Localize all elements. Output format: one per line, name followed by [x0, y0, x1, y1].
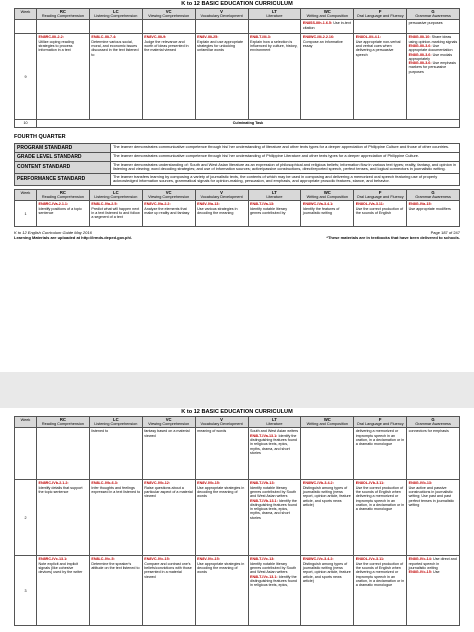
- page-footer: [14, 230, 460, 242]
- col-f: F Oral Language and Fluency: [354, 190, 407, 201]
- table-cell: EN8RC-IVc-13.1: Note explicit and implicit signals (like cohesive devices) used by the writer: [37, 556, 90, 626]
- col-week: Week: [15, 417, 37, 428]
- standard-text: The learner transfers learning by composing a variety of journalistic texts, the contents of which may be used in composing and delivering a memorized oral speech featuring use of properly acknowledged information sources, grammatical signals for opinion-making, persuasion, and emphasis, and appropriate prosodic features, stance, and behavior.: [111, 173, 460, 185]
- program-standard-row: [15, 143, 460, 152]
- table-cell: EN8RC-IVb-2.1.2: Identify details that support the topic sentence: [37, 480, 90, 556]
- table-cell: delivering a memorized or impromptu speech in an oration, in a declamation or in a dramatic monologue: [354, 428, 407, 480]
- column-header-row: [15, 9, 460, 20]
- col-lc: LC Listening Comprehension: [89, 417, 142, 428]
- col-g: G Grammar Awareness: [407, 9, 460, 20]
- col-lc: LC Listening Comprehension: [89, 190, 142, 201]
- table-cell: [37, 428, 90, 480]
- curriculum-table-q4: [14, 189, 460, 227]
- col-vc: VC Viewing Comprehension: [142, 9, 195, 20]
- table-cell: EN8G-IIIi-10: Share ideas using opinion-marking signals EN8G-IIIi-3.6: Use appropriate documentation EN8G-IIIi-3.6: Use modals appropriately EN8G-IIIi-3.6: Use emphasis markers for persuasive purposes: [407, 34, 460, 120]
- col-week: Week: [15, 9, 37, 20]
- col-f: F Oral Language and Fluency: [354, 9, 407, 20]
- col-wc: WC Writing and Composition: [301, 190, 354, 201]
- table-cell: EN8LT-IVa-13: Identify notable literary genres contributed by: [248, 201, 301, 227]
- table-cell: EN8V-IVc-15: Use appropriate strategies in decoding the meaning of words: [195, 556, 248, 626]
- standard-text: The learner demonstrates communicative competence through his/ her understanding of literature and other texts types for a deeper appreciation of Philippine Culture and those of other countries.: [111, 143, 460, 152]
- table-cell: EN8WC-IVc-3.4.2: Distinguish among types of journalistic writing (news report, opinion article, feature article, and sports news article): [301, 556, 354, 626]
- table-cell: EN8OL-IVa-3.11: Use the correct production of the sounds of English: [354, 201, 407, 227]
- standards-table: [14, 143, 460, 186]
- table-cell: EN8LC-IIIi-7.4: Determine various social, moral, and economic issues discussed in the text listened to: [89, 34, 142, 120]
- table-cell: fantasy based on a material viewed: [142, 428, 195, 480]
- quarter-heading: FOURTH QUARTER: [14, 133, 66, 140]
- table-cell: EN8OL-IVb-3.11: Use the correct production of the sounds of English when delivering a memorized or impromptu speech in an oration, in a declamation or in a dramatic monologue: [354, 480, 407, 556]
- page-number: Page 187 of 247: [430, 230, 460, 236]
- table-cell: EN8LT-IIIi-3: Explain how a selection is influenced by culture, history, environment: [248, 34, 301, 120]
- table-cell: [301, 428, 354, 480]
- col-f: F Oral Language and Fluency: [354, 417, 407, 428]
- col-wc: WC Writing and Composition: [301, 9, 354, 20]
- week-number: 2: [15, 480, 37, 556]
- table-cell: EN8G-IVb-13: Use active and passive constructions in journalistic writing; Use past and past perfect tenses in journalistic writing: [407, 480, 460, 556]
- standard-text: The learner demonstrates understanding of: South and West Asian literature as an expression of philosophical and religious beliefs; information flow in various text types; reality, fantasy, and opinion in listening and viewing; word decoding strategies; and use of information sources; active/passive constructions, direct/reported speech, perfect tenses, and logical connectors in journalistic writing.: [111, 161, 460, 173]
- page-title: K to 12 BASIC EDUCATION CURRICULUM: [181, 409, 293, 415]
- table-cell: EN8LT-IVc-13: Identify notable literary genres contributed by South and West Asian writers EN8LT-IVc-13.1: Identify the distinguishing features found in religious texts, epics,: [248, 556, 301, 626]
- page-title: K to 12 BASIC EDUCATION CURRICULUM: [181, 1, 293, 7]
- table-cell: EN8WC-IVa-3.4.1: Identify the features of journalistic writing: [301, 201, 354, 227]
- col-rc: RC Reading Comprehension: [37, 190, 90, 201]
- col-g: G Grammar Awareness: [407, 190, 460, 201]
- week-number: 1: [15, 201, 37, 227]
- col-vc: VC Viewing Comprehension: [142, 417, 195, 428]
- table-cell: EN8G-IVa-15: Use appropriate modifiers: [407, 201, 460, 227]
- table-cell: EN8WC-IVb-3.4.2: Distinguish among types of journalistic writing (news report, opinion article, feature article, and sports news article): [301, 480, 354, 556]
- table-row: [15, 20, 460, 34]
- table-cell: South and West Asian writers EN8LT-IVa-13.1: Identify the distinguishing features found in religious texts, epics, myths, drama, and short stories: [248, 428, 301, 480]
- col-wc: WC Writing and Composition: [301, 417, 354, 428]
- col-v: V Vocabulary Development: [195, 190, 248, 201]
- col-rc: RC Reading Comprehension: [37, 417, 90, 428]
- standard-label: PERFORMANCE STANDARD: [15, 173, 111, 185]
- standard-label: PROGRAM STANDARD: [15, 143, 111, 152]
- curriculum-page-188: [14, 408, 460, 632]
- week-number: 9: [15, 34, 37, 120]
- table-cell: EN8V-IVb-15: Use appropriate strategies in decoding the meaning of words: [195, 480, 248, 556]
- table-cell: EN8V-IVa-13: Use various strategies in decoding the meaning: [195, 201, 248, 227]
- table-cell: EN8SS-IIIh-1.6.5: Use in-text citation: [301, 20, 354, 34]
- col-lt: LT Literature: [248, 9, 301, 20]
- table-cell: EN8LC-IVa-2.5: Predict what will happen next in a text listened to and follow a segment of a text: [89, 201, 142, 227]
- performance-standard-row: [15, 173, 460, 185]
- table-cell: EN8OL-IVc-3.11: Use the correct production of the sounds of English when delivering a memorized or impromptu speech in an oration, in a declamation or in a dramatic monologue: [354, 556, 407, 626]
- table-cell: EN8LC-IVc-5: Determine the speaker's attitude on the text listened to: [89, 556, 142, 626]
- col-v: V Vocabulary Development: [195, 9, 248, 20]
- table-cell: listened to: [89, 428, 142, 480]
- standard-label: GRADE LEVEL STANDARD: [15, 152, 111, 161]
- table-row-week-2: [15, 480, 460, 556]
- content-standard-row: [15, 161, 460, 173]
- table-cell: EN8RC-IVa-2.1.1: Identify positions of a topic sentence: [37, 201, 90, 227]
- col-g: G Grammar Awareness: [407, 417, 460, 428]
- col-lt: LT Literature: [248, 417, 301, 428]
- table-cell: EN8OL-IIIi-4.1: Use appropriate non-verbal and verbal cues when delivering a persuasive speech: [354, 34, 407, 120]
- table-row-week-1: [15, 201, 460, 227]
- table-cell: EN8LT-IVb-13: Identify notable literary genres contributed by South and West Asian writers EN8LT-IVb-13.1: Identify the distinguishing features found in religious texts, epics, myths, drama, and short stories: [248, 480, 301, 556]
- footer-materials-link[interactable]: Learning Materials are uploaded at http://lrmds.deped.gov.ph/.: [14, 235, 133, 241]
- column-header-row: [15, 417, 460, 428]
- column-header-row: [15, 190, 460, 201]
- table-cell: EN8VC-IIIi-9: Judge the relevance and worth of ideas presented in the material viewed: [142, 34, 195, 120]
- table-cell: EN8V-IIIi-25: Explain and use appropriate strategies for unlocking unfamiliar words: [195, 34, 248, 120]
- week-number: 3: [15, 556, 37, 626]
- table-row-week-3: [15, 556, 460, 626]
- table-cell: persuasive purposes: [407, 20, 460, 34]
- col-lt: LT Literature: [248, 190, 301, 201]
- curriculum-table-q4-continued: [14, 416, 460, 626]
- standard-label: CONTENT STANDARD: [15, 161, 111, 173]
- col-v: V Vocabulary Development: [195, 417, 248, 428]
- col-lc: LC Listening Comprehension: [89, 9, 142, 20]
- table-cell: connectors for emphasis: [407, 428, 460, 480]
- culminating-task: Culminating Task: [37, 120, 460, 127]
- col-vc: VC Viewing Comprehension: [142, 190, 195, 201]
- grade-level-standard-row: [15, 152, 460, 161]
- table-cell: EN8RC-IIIi-2.2: Utilize coping reading strategies to process information in a text: [37, 34, 90, 120]
- footer-guide-label: K to 12 English Curriculum Guide May 2016: [14, 230, 92, 236]
- curriculum-table-q3: [14, 8, 460, 128]
- table-cell: meaning of words: [195, 428, 248, 480]
- table-row-week-10: [15, 120, 460, 127]
- table-row-week-9: [15, 34, 460, 120]
- col-rc: RC Reading Comprehension: [37, 9, 90, 20]
- curriculum-page-187: [14, 0, 460, 372]
- page-separator: [0, 372, 474, 408]
- week-number: 10: [15, 120, 37, 127]
- table-cell: EN8G-IVc-14: Use direct and reported speech in journalistic writing EN8G-IVc-15: Use: [407, 556, 460, 626]
- table-cell: EN8WC-IIIi-2.2.16: Compose an informative essay: [301, 34, 354, 120]
- table-row-week-1-continued: [15, 428, 460, 480]
- footer-note: *These materials are in textbooks that have been delivered to schools.: [326, 235, 460, 241]
- table-cell: EN8VC-IVc-15: Compare and contrast one's beliefs/convictions with those presented in a material viewed: [142, 556, 195, 626]
- col-week: Week: [15, 190, 37, 201]
- table-cell: EN8LC-IVb-6.3: Infer thoughts and feelings expressed in a text listened to: [89, 480, 142, 556]
- table-cell: EN8VC-IVa-2.2: Analyze the elements that make up reality and fantasy: [142, 201, 195, 227]
- table-cell: EN8VC-IVb-12: Raise questions about a particular aspect of a material viewed: [142, 480, 195, 556]
- standard-text: The learner demonstrates communicative competence through his/ her understanding of Philippine Literature and other texts types for a deeper appreciation of Philippine Culture.: [111, 152, 460, 161]
